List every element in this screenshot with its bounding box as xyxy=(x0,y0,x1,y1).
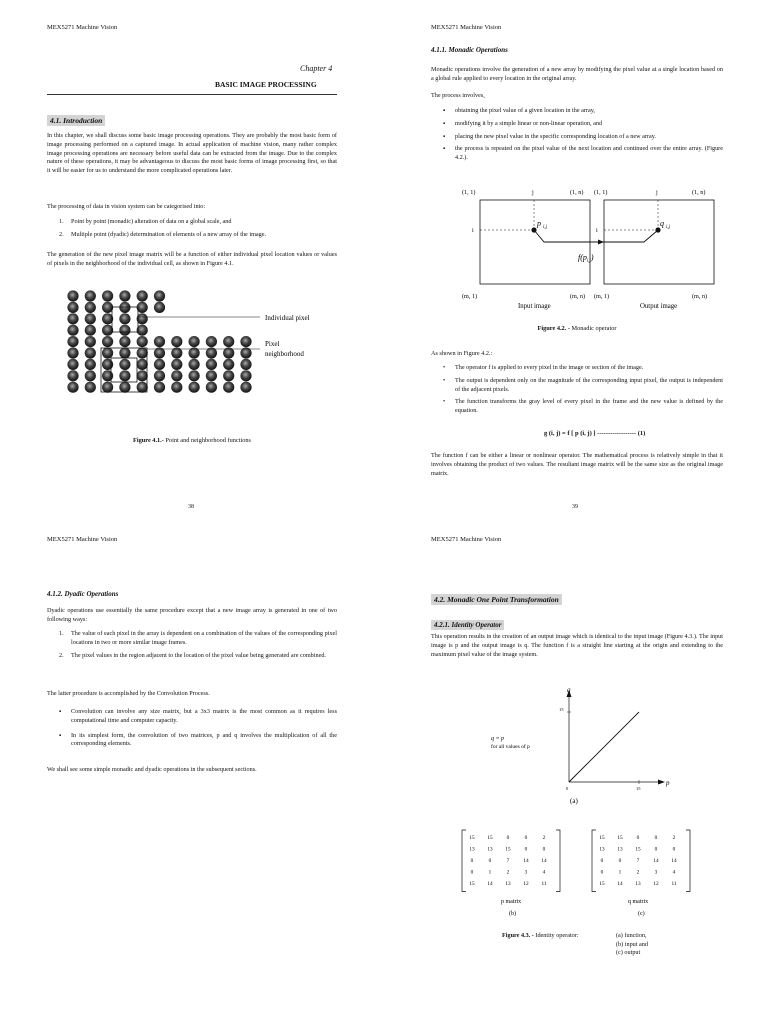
pixel-dot xyxy=(67,290,78,301)
matrix-cell: 0 xyxy=(524,835,528,841)
title-rule xyxy=(47,94,337,95)
pixel-dot xyxy=(171,370,182,381)
pixel-dot xyxy=(171,336,182,347)
as-shown-intro: As shown in Figure 4.2.: xyxy=(431,350,493,357)
q-matrix xyxy=(592,830,690,892)
section-heading: 4.1.1. Monadic Operations xyxy=(431,46,508,54)
matrix-cell: 15 xyxy=(505,846,511,853)
running-header: MEX5271 Machine Vision xyxy=(431,24,502,31)
svg-text:(1, 1): (1, 1) xyxy=(594,189,608,196)
pixel-dot xyxy=(154,302,165,313)
pixel-dot xyxy=(206,359,217,370)
list-item: ▪ Convolution can involve any size matrix, but a 3x3 matrix is the most common as it requires less computational time and computer capacity. xyxy=(59,708,337,724)
pixel-dot xyxy=(154,359,165,370)
chapter-label: Chapter 4 xyxy=(300,64,333,73)
monadic-definition: Monadic operations involve the generation of a new array by modifying the pixel value at a single location based on a global rule applied to every location in the original array. xyxy=(431,66,723,82)
svg-text:15: 15 xyxy=(636,786,641,791)
matrix-cell: 0 xyxy=(654,835,658,841)
svg-text:j: j xyxy=(656,189,658,196)
page-38 xyxy=(0,0,384,512)
matrix-cell: 2 xyxy=(542,835,546,841)
matrix-cell: 12 xyxy=(653,881,659,887)
pixel-dot xyxy=(119,370,130,381)
matrix-cell: 0 xyxy=(654,846,658,853)
matrix-cell: 2 xyxy=(672,835,676,841)
pixel-dot xyxy=(102,325,113,336)
matrix-cell: 13 xyxy=(617,846,623,853)
pixel-dot xyxy=(67,359,78,370)
pixel-dot xyxy=(119,290,130,301)
svg-text:(a): (a) xyxy=(570,797,578,805)
pixel-dot xyxy=(102,359,113,370)
monadic-operator-figure xyxy=(444,180,744,315)
svg-text:0: 0 xyxy=(566,786,569,791)
matrix-cell: 14 xyxy=(653,858,659,864)
dyadic-definition: Dyadic operations use essentially the same procedure except that a new image array is generated in one of two following ways: xyxy=(47,607,337,623)
list-item: • The function transforms the gray level of every pixel in the frame and the new value is defined by the equation. xyxy=(443,398,723,415)
matrix-cell: 15 xyxy=(469,881,475,887)
pixel-dot xyxy=(137,370,148,381)
list-item: 1. The value of each pixel in the array is dependent on a combination of the values of the corresponding pixel locations in two or more similar image frames. xyxy=(59,630,337,646)
pixel-dot xyxy=(102,382,113,393)
pixel-dot xyxy=(102,336,113,347)
svg-text:(b): (b) xyxy=(509,911,516,917)
matrix-cell: 15 xyxy=(487,835,493,841)
convolution-intro: The latter procedure is accomplished by the Convolution Process. xyxy=(47,690,210,697)
svg-text:p: p xyxy=(666,779,670,787)
pixel-dot xyxy=(137,290,148,301)
pixel-dot xyxy=(154,336,165,347)
matrix-cell: 0 xyxy=(488,858,492,864)
svg-text:(1, n): (1, n) xyxy=(692,189,706,196)
individual-pixel-label: Individual pixel xyxy=(265,314,310,322)
svg-text:(1, 1): (1, 1) xyxy=(462,189,476,196)
matrix-cell: 15 xyxy=(599,835,605,841)
matrix-cell: 1 xyxy=(618,869,622,876)
pixel-grid-figure xyxy=(60,286,340,421)
matrix-cell: 7 xyxy=(636,858,640,864)
page-41 xyxy=(384,512,768,1024)
intro-paragraph: In this chapter, we shall discuss some basic image processing operations. They are probably the most basic form of image processing performed on a captured image. In actual application of machine vision, many rather complex image processing operations are necessary before useful data can be extracted from the image. Due to the complex nature of these operations, it may be advantageous to discuss the most basic forms of image processing first, so that it will be easier for us to understand the more complicated operations later. xyxy=(47,132,337,175)
matrix-cell: 15 xyxy=(617,835,623,841)
subsequent-sections-note: We shall see some simple monadic and dyadic operations in the subsequent sections. xyxy=(47,766,257,773)
matrix-cell: 14 xyxy=(523,858,529,864)
matrix-cell: 0 xyxy=(672,846,676,853)
pixel-dot xyxy=(85,382,96,393)
pixel-dot xyxy=(85,325,96,336)
matrix-cell: 7 xyxy=(506,858,510,864)
chapter-title: BASIC IMAGE PROCESSING xyxy=(215,80,317,89)
running-header: MEX5271 Machine Vision xyxy=(47,536,118,543)
pixel-dot xyxy=(85,313,96,324)
svg-text:i: i xyxy=(472,227,474,234)
svg-text:p: p xyxy=(537,219,541,228)
svg-text:15: 15 xyxy=(559,707,564,712)
pixel-dot xyxy=(240,359,251,370)
matrix-cell: 0 xyxy=(600,858,604,864)
list-item: • The operator f is applied to every pixel in the image or section of the image. xyxy=(443,364,644,371)
pixel-dot xyxy=(223,382,234,393)
matrix-cell: 15 xyxy=(469,835,475,841)
pixel-dot xyxy=(137,336,148,347)
matrix-cell: 2 xyxy=(636,869,640,876)
pixel-dot xyxy=(85,370,96,381)
list-item: ▪ In its simplest form, the convolution of two matrices, p and q involves the multiplication of all the corresponding elements. xyxy=(59,731,337,748)
svg-text:q = p: q = p xyxy=(491,736,505,742)
matrix-cell: 4 xyxy=(542,869,546,876)
svg-text:(m, n): (m, n) xyxy=(692,293,708,300)
pixel-dot xyxy=(137,347,148,358)
identity-function-graph xyxy=(484,684,684,814)
svg-text:(c): (c) xyxy=(638,911,645,917)
list-item: ▪ modifying it by a simple linear or non-linear operation, and xyxy=(443,119,603,127)
matrix-cell: 13 xyxy=(635,881,641,887)
svg-text:q matrix: q matrix xyxy=(628,899,649,905)
svg-text:p matrix: p matrix xyxy=(501,899,522,905)
pixel-dot xyxy=(240,370,251,381)
matrix-cell: 15 xyxy=(635,846,641,853)
pixel-dot xyxy=(67,302,78,313)
pixel-dot xyxy=(137,359,148,370)
pixel-dot xyxy=(67,370,78,381)
matrix-cell: 4 xyxy=(672,869,676,876)
subsection-heading: 4.2.1. Identity Operator xyxy=(431,620,504,630)
list-item: ▪ the process is repeated on the pixel value of the next location and continued over the entire array. (Figure 4.2.). xyxy=(443,145,723,162)
identity-paragraph: This operation results in the creation of an output image which is identical to the input image (Figure 4.3.). The input image is p and the output image is q. The function f is a straight line starting at the origin and extending to the maximum pixel value of the image system. xyxy=(431,633,723,658)
matrix-cell: 0 xyxy=(600,869,604,876)
categories-intro: The processing of data in vision system can be categorised into: xyxy=(47,203,206,210)
matrix-cell: 0 xyxy=(636,835,640,841)
page-39 xyxy=(384,0,768,512)
pixel-dot xyxy=(67,382,78,393)
pixel-dot xyxy=(240,382,251,393)
list-item: ▪ placing the new pixel value in the specific corresponding location of a new array. xyxy=(443,132,656,140)
process-list xyxy=(431,107,723,163)
svg-text:for all values of p: for all values of p xyxy=(491,744,530,750)
pixel-dot xyxy=(102,302,113,313)
figure-4-3-caption-items: (a) function, (b) input and (c) output xyxy=(616,932,648,956)
pixel-dot xyxy=(67,325,78,336)
dyadic-ways-list xyxy=(47,630,337,660)
process-intro: The process involves, xyxy=(431,92,485,99)
neighborhood-label: neighborhood xyxy=(265,350,304,358)
pixel-dot xyxy=(85,290,96,301)
svg-text:Output image: Output image xyxy=(640,303,678,310)
convolution-list xyxy=(47,708,337,749)
section-heading: 4.2. Monadic One Point Transformation xyxy=(431,594,562,605)
pixel-dot xyxy=(67,313,78,324)
matrix-cell: 14 xyxy=(671,858,677,864)
matrix-cell: 2 xyxy=(506,869,510,876)
svg-text:q: q xyxy=(660,219,664,228)
matrix-cell: 3 xyxy=(654,869,658,876)
list-item: 2. The pixel values in the region adjacent to the location of the pixel value being generated are combined. xyxy=(59,651,326,659)
matrix-cell: 13 xyxy=(599,846,605,853)
matrix-cell: 11 xyxy=(541,881,547,887)
figure-4-1-caption: Figure 4.1.- Point and neighborhood functions xyxy=(133,437,251,444)
identity-line xyxy=(569,712,639,782)
equation-1: g (i, j) = f [ p (i, j) ] ------------------ (1) xyxy=(544,430,646,437)
matrix-cell: 3 xyxy=(524,869,528,876)
pixel-dot xyxy=(102,290,113,301)
svg-text:(m, 1): (m, 1) xyxy=(594,293,610,300)
svg-text:i,j: i,j xyxy=(543,225,548,230)
pixel-dot xyxy=(119,382,130,393)
pixel-dot xyxy=(154,382,165,393)
figure-4-3-caption: Figure 4.3. - Identity operator: xyxy=(502,932,579,939)
matrix-cell: 0 xyxy=(618,858,622,864)
pixel-dot xyxy=(85,359,96,370)
pixel-dot xyxy=(119,336,130,347)
generation-paragraph: The generation of the new pixel image matrix will be a function of either individual pixel location values or values of pixels in the neighborhood of the individual cell, as shown in Figure 4.1. xyxy=(47,251,337,267)
running-header: MEX5271 Machine Vision xyxy=(431,536,502,543)
matrix-cell: 0 xyxy=(470,858,474,864)
svg-text:j: j xyxy=(532,189,534,196)
list-item: 1. Point by point (monadic) alteration of data on a global scale, and xyxy=(59,218,232,225)
pixel-dot xyxy=(119,347,130,358)
svg-text:i: i xyxy=(596,227,598,234)
page-40 xyxy=(0,512,384,1024)
section-heading: 4.1.2. Dyadic Operations xyxy=(47,590,119,598)
page-number: 38 xyxy=(188,504,194,510)
pixel-dot xyxy=(102,313,113,324)
matrix-cell: 0 xyxy=(542,846,546,853)
pixel-dots xyxy=(67,290,251,392)
matrix-cell: 15 xyxy=(599,881,605,887)
pixel-dot xyxy=(67,336,78,347)
pixel-dot xyxy=(189,359,200,370)
pixel-dot xyxy=(223,370,234,381)
svg-text:i,j: i,j xyxy=(666,225,671,230)
svg-text:(m, n): (m, n) xyxy=(570,293,586,300)
pixel-dot xyxy=(206,336,217,347)
pixel-dot xyxy=(119,313,130,324)
matrix-cell: 13 xyxy=(505,881,511,887)
pixel-dot xyxy=(119,359,130,370)
pixel-dot xyxy=(67,347,78,358)
matrices-figure xyxy=(454,824,694,939)
pixel-dot xyxy=(154,290,165,301)
pixel-dot xyxy=(102,370,113,381)
operator-properties-list xyxy=(431,364,723,416)
svg-text:(1, n): (1, n) xyxy=(570,189,584,196)
running-header: MEX5271 Machine Vision xyxy=(47,24,118,31)
pixel-dot xyxy=(119,325,130,336)
svg-text:q: q xyxy=(567,686,571,694)
list-item: ▪ obtaining the pixel value of a given location in the array, xyxy=(443,107,595,114)
pixel-dot xyxy=(189,382,200,393)
pixel-dot xyxy=(206,370,217,381)
matrix-cell: 0 xyxy=(506,835,510,841)
p-matrix xyxy=(462,830,560,892)
list-item: • The output is dependent only on the magnitude of the corresponding input pixel, the output is independent of the adjacent pixels. xyxy=(443,376,723,393)
svg-text:Input image: Input image xyxy=(518,303,551,310)
pixel-label: Pixel xyxy=(265,340,280,348)
pixel-dot xyxy=(206,382,217,393)
figure-4-2-caption: Figure 4.2. - Monadic operator xyxy=(537,325,617,332)
pixel-dot xyxy=(102,347,113,358)
matrix-cell: 1 xyxy=(488,869,492,876)
pixel-dot xyxy=(223,336,234,347)
matrix-cell: 13 xyxy=(487,846,493,853)
function-label: $f(p_{i,j})$ xyxy=(578,253,594,264)
pixel-dot xyxy=(240,336,251,347)
pixel-dot xyxy=(154,370,165,381)
function-paragraph: The function f can be either a linear or nonlinear operator. The mathematical process is relatively simple in that it involves obtaining the product of two values. The resultant image matrix will be the same size as the original image matrix. xyxy=(431,452,723,477)
section-heading: 4.1. Introduction xyxy=(47,115,105,126)
categories-list xyxy=(47,218,337,240)
pixel-dot xyxy=(223,359,234,370)
matrix-cell: 14 xyxy=(487,881,493,887)
matrix-cell: 12 xyxy=(523,881,529,887)
matrix-cell: 11 xyxy=(671,881,677,887)
svg-text:(m, 1): (m, 1) xyxy=(462,293,478,300)
pixel-dot xyxy=(189,370,200,381)
matrix-cell: 0 xyxy=(470,869,474,876)
pixel-dot xyxy=(137,382,148,393)
pixel-dot xyxy=(189,336,200,347)
pixel-dot xyxy=(171,382,182,393)
matrix-cell: 14 xyxy=(617,881,623,887)
pixel-dot xyxy=(85,336,96,347)
pixel-dot xyxy=(85,302,96,313)
matrix-cell: 13 xyxy=(469,846,475,853)
matrix-cell: 0 xyxy=(524,846,528,853)
pixel-dot xyxy=(85,347,96,358)
pixel-dot xyxy=(171,359,182,370)
page-number: 39 xyxy=(572,504,578,510)
list-item: 2. Multiple point (dyadic) determination of elements of a new array of the image. xyxy=(59,230,267,238)
matrix-cell: 14 xyxy=(541,858,547,864)
